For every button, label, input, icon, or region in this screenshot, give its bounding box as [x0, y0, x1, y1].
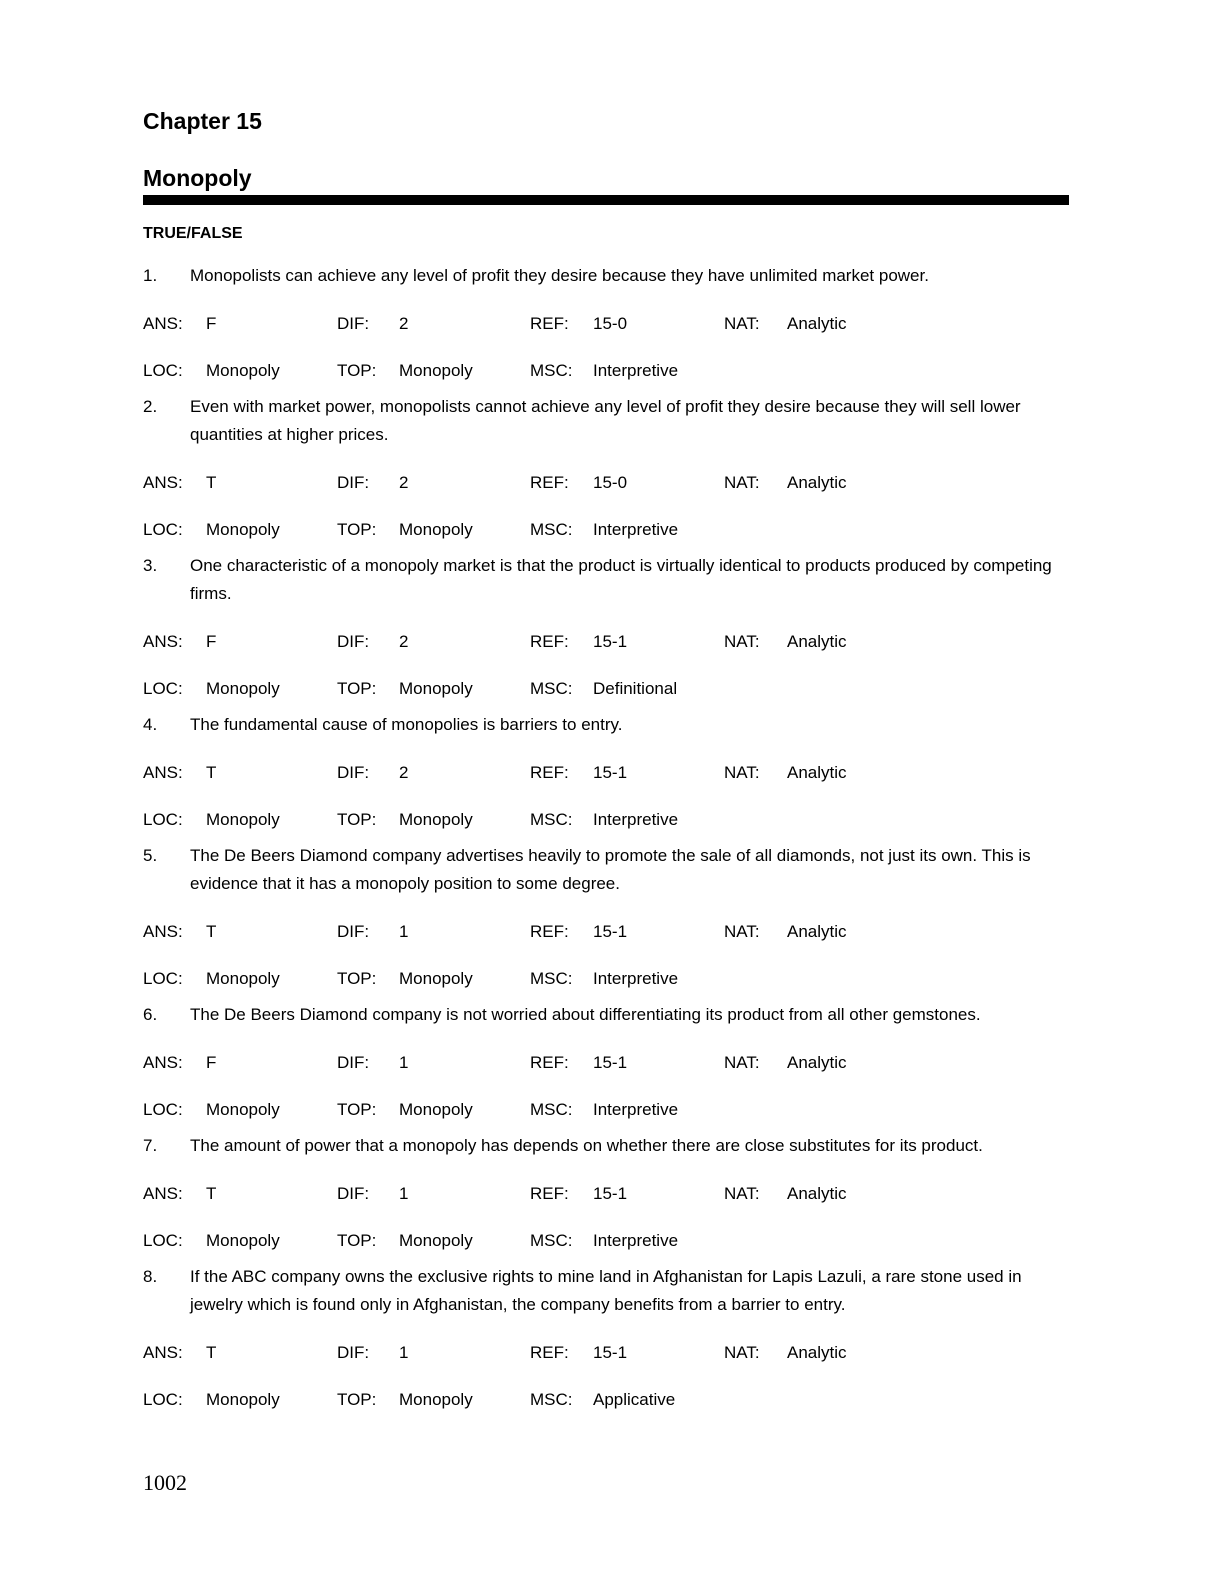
nat-label: NAT: — [724, 473, 760, 492]
ans-value: T — [206, 763, 217, 782]
ans-value: F — [206, 1053, 217, 1072]
answer-meta-row — [143, 1180, 1069, 1208]
ans-value: F — [206, 314, 217, 333]
loc-value: Monopoly — [206, 679, 280, 698]
nat-value: Analytic — [787, 1343, 847, 1362]
loc-value: Monopoly — [206, 969, 280, 988]
question-stem — [143, 1001, 1069, 1029]
msc-label: MSC: — [530, 679, 573, 698]
ans-value: T — [206, 1343, 217, 1362]
loc-value: Monopoly — [206, 1100, 280, 1119]
location-meta-row — [143, 675, 1069, 703]
ref-value: 15-1 — [593, 922, 628, 941]
question-stem — [143, 552, 1069, 608]
top-value: Monopoly — [399, 361, 473, 380]
ref-label: REF: — [530, 632, 569, 651]
question-item — [143, 842, 1069, 993]
top-value: Monopoly — [399, 679, 473, 698]
loc-value: Monopoly — [206, 1390, 280, 1409]
msc-value: Interpretive — [593, 520, 679, 539]
question-item — [143, 1263, 1069, 1414]
question-text: The De Beers Diamond company is not worried about differentiating its product from all other gemstones. — [190, 1005, 981, 1024]
ans-label: ANS: — [143, 1053, 183, 1072]
ref-value: 15-1 — [593, 763, 628, 782]
dif-label: DIF: — [337, 632, 370, 651]
ref-label: REF: — [530, 314, 569, 333]
ref-label: REF: — [530, 1184, 569, 1203]
location-meta-row — [143, 1096, 1069, 1124]
top-label: TOP: — [337, 810, 377, 829]
question-text: One characteristic of a monopoly market is that the product is virtually identical to products produced by competing firms. — [190, 556, 1052, 603]
top-label: TOP: — [337, 1231, 377, 1250]
question-list — [143, 262, 1069, 1422]
dif-label: DIF: — [337, 1184, 370, 1203]
loc-value: Monopoly — [206, 1231, 280, 1250]
location-meta-row — [143, 1227, 1069, 1255]
top-label: TOP: — [337, 969, 377, 988]
question-stem — [143, 842, 1069, 898]
msc-value: Applicative — [593, 1390, 676, 1409]
dif-value: 2 — [399, 763, 409, 782]
ref-label: REF: — [530, 922, 569, 941]
page-number: 1002 — [143, 1470, 187, 1495]
msc-label: MSC: — [530, 1390, 573, 1409]
loc-value: Monopoly — [206, 361, 280, 380]
ref-label: REF: — [530, 473, 569, 492]
dif-label: DIF: — [337, 922, 370, 941]
ref-value: 15-1 — [593, 1184, 628, 1203]
nat-value: Analytic — [787, 473, 847, 492]
loc-value: Monopoly — [206, 520, 280, 539]
msc-value: Interpretive — [593, 810, 679, 829]
question-text: The amount of power that a monopoly has depends on whether there are close substitutes for its product. — [190, 1136, 983, 1155]
question-number: 3. — [143, 556, 158, 575]
dif-value: 2 — [399, 473, 409, 492]
ans-label: ANS: — [143, 473, 183, 492]
msc-label: MSC: — [530, 810, 573, 829]
msc-label: MSC: — [530, 1231, 573, 1250]
question-item — [143, 552, 1069, 703]
top-value: Monopoly — [399, 969, 473, 988]
nat-value: Analytic — [787, 314, 847, 333]
question-text: If the ABC company owns the exclusive rights to mine land in Afghanistan for Lapis Lazuli, a rare stone used in jewelry which is found only in Afghanistan, the company benefits from a barrier to entry. — [190, 1267, 1022, 1314]
msc-value: Interpretive — [593, 1231, 679, 1250]
top-label: TOP: — [337, 1100, 377, 1119]
location-meta-row — [143, 1386, 1069, 1414]
ref-value: 15-1 — [593, 1053, 628, 1072]
answer-meta-row — [143, 469, 1069, 497]
loc-label: LOC: — [143, 1390, 183, 1409]
ans-value: F — [206, 632, 217, 651]
answer-meta-row — [143, 759, 1069, 787]
question-stem — [143, 711, 1069, 739]
answer-meta-row — [143, 918, 1069, 946]
nat-value: Analytic — [787, 1184, 847, 1203]
loc-label: LOC: — [143, 361, 183, 380]
ref-value: 15-0 — [593, 314, 628, 333]
nat-label: NAT: — [724, 763, 760, 782]
question-number: 7. — [143, 1136, 158, 1155]
location-meta-row — [143, 806, 1069, 834]
chapter-heading: Chapter 15 — [143, 108, 262, 134]
nat-value: Analytic — [787, 763, 847, 782]
dif-value: 2 — [399, 632, 409, 651]
msc-value: Definitional — [593, 679, 678, 698]
ans-label: ANS: — [143, 314, 183, 333]
nat-label: NAT: — [724, 1184, 760, 1203]
top-value: Monopoly — [399, 520, 473, 539]
dif-label: DIF: — [337, 763, 370, 782]
msc-value: Interpretive — [593, 1100, 679, 1119]
question-number: 6. — [143, 1005, 158, 1024]
question-number: 8. — [143, 1267, 158, 1286]
question-item — [143, 1001, 1069, 1124]
question-text: Even with market power, monopolists cannot achieve any level of profit they desire because they will sell lower quantities at higher prices. — [190, 397, 1021, 444]
ans-value: T — [206, 473, 217, 492]
dif-label: DIF: — [337, 314, 370, 333]
ref-value: 15-1 — [593, 632, 628, 651]
top-value: Monopoly — [399, 1390, 473, 1409]
nat-label: NAT: — [724, 922, 760, 941]
nat-label: NAT: — [724, 1053, 760, 1072]
msc-label: MSC: — [530, 1100, 573, 1119]
answer-meta-row — [143, 1049, 1069, 1077]
msc-value: Interpretive — [593, 969, 679, 988]
top-value: Monopoly — [399, 1231, 473, 1250]
question-item — [143, 262, 1069, 385]
nat-value: Analytic — [787, 1053, 847, 1072]
nat-value: Analytic — [787, 632, 847, 651]
question-item — [143, 393, 1069, 544]
dif-value: 1 — [399, 1184, 409, 1203]
question-item — [143, 711, 1069, 834]
loc-label: LOC: — [143, 520, 183, 539]
ref-value: 15-0 — [593, 473, 628, 492]
question-number: 5. — [143, 846, 158, 865]
top-label: TOP: — [337, 1390, 377, 1409]
msc-label: MSC: — [530, 969, 573, 988]
question-text: The fundamental cause of monopolies is barriers to entry. — [190, 715, 623, 734]
title-rule — [143, 195, 1069, 205]
section-heading: TRUE/FALSE — [143, 225, 243, 242]
ans-label: ANS: — [143, 763, 183, 782]
page-title: Monopoly — [143, 165, 252, 191]
top-value: Monopoly — [399, 810, 473, 829]
dif-value: 1 — [399, 1343, 409, 1362]
top-value: Monopoly — [399, 1100, 473, 1119]
location-meta-row — [143, 357, 1069, 385]
msc-label: MSC: — [530, 361, 573, 380]
ref-label: REF: — [530, 1343, 569, 1362]
top-label: TOP: — [337, 679, 377, 698]
question-number: 4. — [143, 715, 158, 734]
nat-label: NAT: — [724, 314, 760, 333]
dif-value: 1 — [399, 1053, 409, 1072]
answer-meta-row — [143, 628, 1069, 656]
ref-label: REF: — [530, 1053, 569, 1072]
dif-label: DIF: — [337, 1343, 370, 1362]
question-text: The De Beers Diamond company advertises heavily to promote the sale of all diamonds, not just its own. This is evidence that it has a monopoly position to some degree. — [190, 846, 1031, 893]
ref-value: 15-1 — [593, 1343, 628, 1362]
dif-value: 2 — [399, 314, 409, 333]
loc-label: LOC: — [143, 679, 183, 698]
question-stem — [143, 1263, 1069, 1319]
nat-label: NAT: — [724, 1343, 760, 1362]
question-stem — [143, 393, 1069, 449]
ans-label: ANS: — [143, 632, 183, 651]
question-stem — [143, 262, 1069, 290]
dif-value: 1 — [399, 922, 409, 941]
loc-label: LOC: — [143, 1100, 183, 1119]
ref-label: REF: — [530, 763, 569, 782]
ans-value: T — [206, 922, 217, 941]
ans-label: ANS: — [143, 922, 183, 941]
loc-label: LOC: — [143, 969, 183, 988]
msc-value: Interpretive — [593, 361, 679, 380]
loc-label: LOC: — [143, 810, 183, 829]
loc-label: LOC: — [143, 1231, 183, 1250]
question-number: 1. — [143, 266, 158, 285]
loc-value: Monopoly — [206, 810, 280, 829]
question-stem — [143, 1132, 1069, 1160]
dif-label: DIF: — [337, 473, 370, 492]
ans-label: ANS: — [143, 1343, 183, 1362]
answer-meta-row — [143, 1339, 1069, 1367]
question-number: 2. — [143, 397, 158, 416]
top-label: TOP: — [337, 361, 377, 380]
top-label: TOP: — [337, 520, 377, 539]
nat-label: NAT: — [724, 632, 760, 651]
location-meta-row — [143, 516, 1069, 544]
dif-label: DIF: — [337, 1053, 370, 1072]
ans-value: T — [206, 1184, 217, 1203]
ans-label: ANS: — [143, 1184, 183, 1203]
nat-value: Analytic — [787, 922, 847, 941]
answer-meta-row — [143, 310, 1069, 338]
question-text: Monopolists can achieve any level of profit they desire because they have unlimited market power. — [190, 266, 929, 285]
question-item — [143, 1132, 1069, 1255]
msc-label: MSC: — [530, 520, 573, 539]
location-meta-row — [143, 965, 1069, 993]
